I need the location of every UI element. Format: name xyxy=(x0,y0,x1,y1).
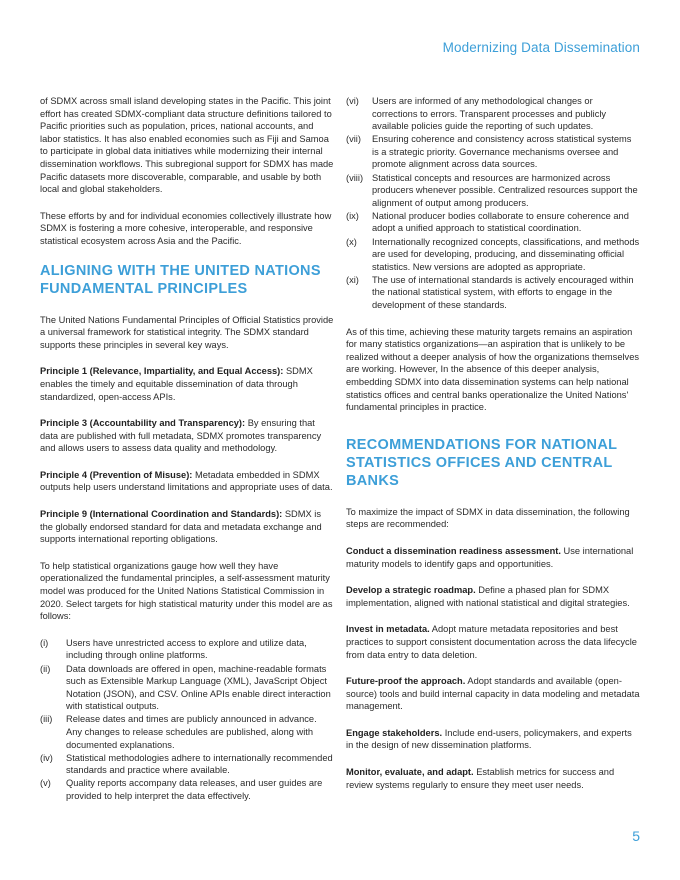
principle-1 xyxy=(40,365,334,403)
recommendation-text: Use international maturity models to identify gaps and opportunities. xyxy=(346,545,634,569)
list-item xyxy=(346,95,640,133)
principle-title: Principle 9 (International Coordination and Standards): xyxy=(40,509,283,520)
list-item xyxy=(40,713,334,751)
list-item-number: (xi) xyxy=(346,274,359,285)
maturity-intro: To help statistical organizations gauge how well they have operationalized the fundamental principles, a self-assessment maturity model was produced for the United Nations Statistical Commission in 2020. Select targets for high statistical maturity under this model are as follows: xyxy=(40,560,333,622)
list-item-text: The use of international standards is actively encouraged within the national statistical system, with efforts to engage in the development of these standards. xyxy=(372,274,634,310)
principle-title: Principle 3 (Accountability and Transparency): xyxy=(40,418,246,429)
recommendation xyxy=(346,545,640,570)
list-item-text: Statistical methodologies adhere to internationally recommended standards and practice where available. xyxy=(66,752,333,776)
page-number: 5 xyxy=(632,828,640,844)
list-item-number: (ix) xyxy=(346,210,359,221)
section-heading-recommendations: RECOMMENDATIONS FOR NATIONAL STATISTICS OFFICES AND CENTRAL BANKS xyxy=(346,436,617,489)
list-item-number: (i) xyxy=(40,637,49,648)
list-item xyxy=(40,637,334,662)
maturity-targets-list-part-1 xyxy=(40,637,334,803)
list-item-text: National producer bodies collaborate to ensure coherence and adopt a unified approach to statistical coordination. xyxy=(372,210,629,234)
list-item-number: (viii) xyxy=(346,172,364,183)
recommendation-text: Adopt mature metadata repositories and best practices to support consistent documentation across the data lifecycle from data entry to data deletion. xyxy=(346,624,637,660)
list-item-text: Data downloads are offered in open, machine-readable formats such as Extensible Markup Language (XML), JavaScript Object Notation (JSON), and CSV. Online APIs enable direct interaction with statistical outputs. xyxy=(66,663,331,712)
principle-text: SDMX is the globally endorsed standard for data and metadata exchange and supports international reporting obligations. xyxy=(40,509,322,545)
list-item-text: Quality reports accompany data releases, and user guides are provided to help interpret the data effectively. xyxy=(66,778,323,801)
intro-paragraph-2: These efforts by and for individual economies collectively illustrate how SDMX is fostering a more cohesive, interoperable, and responsive statistical ecosystem across Asia and the Pacific. xyxy=(40,210,332,246)
recommendation xyxy=(346,766,640,791)
list-item-text: Internationally recognized concepts, classifications, and methods are used for developing, producing, and disseminating official statistics. New versions are adopted as appropriate. xyxy=(372,236,640,272)
recommendations-intro: To maximize the impact of SDMX in data dissemination, the following steps are recommended: xyxy=(346,506,630,530)
recommendation xyxy=(346,675,640,713)
list-item-number: (ii) xyxy=(40,663,51,674)
list-item xyxy=(346,274,640,312)
principle-3 xyxy=(40,417,334,455)
principle-title: Principle 4 (Prevention of Misuse): xyxy=(40,469,193,480)
intro-paragraph-1: of SDMX across small island developing states in the Pacific. This joint effort has created SDMX-compliant data structure definitions tailored to Pacific priorities such as population, prices, national accounts, and labor statistics. It has also enabled economies such as Fiji and Samoa to participate in global data initiatives while modernizing their internal dissemination workflows. This subregional support for SDMX has made Pacific datasets more discoverable, comparable, and usable by both local and global stakeholders. xyxy=(40,96,334,195)
list-item xyxy=(40,752,334,777)
list-item-text: Users are informed of any methodological changes or corrections to errors. Transparent processes and publicly available policies guide the reporting of such updates. xyxy=(372,96,607,132)
recommendation-text: Adopt standards and available (open-source) tools and build internal capacity in data modeling and metadata management. xyxy=(346,676,640,712)
maturity-targets-list-part-2 xyxy=(346,95,640,312)
list-item-number: (iv) xyxy=(40,752,53,763)
list-item-text: Release dates and times are publicly announced in advance. Any changes to release schedules are published, along with documented explanations. xyxy=(66,714,317,750)
recommendation-title: Conduct a dissemination readiness assessment. xyxy=(346,545,561,556)
list-item xyxy=(346,133,640,171)
principle-title: Principle 1 (Relevance, Impartiality, and Equal Access): xyxy=(40,366,284,377)
recommendation xyxy=(346,623,640,661)
list-item-number: (x) xyxy=(346,236,357,247)
list-item-text: Statistical concepts and resources are harmonized across producers whenever possible. Centralized resources support the alignment of output among producers. xyxy=(372,172,638,208)
list-item-text: Ensuring coherence and consistency across statistical systems is a strategic priority. Governance mechanisms oversee and promote alignment across data sources. xyxy=(372,134,632,170)
recommendation-title: Engage stakeholders. xyxy=(346,727,443,738)
left-column xyxy=(40,95,334,803)
principle-9 xyxy=(40,508,334,546)
list-item-number: (v) xyxy=(40,778,51,789)
recommendation-title: Develop a strategic roadmap. xyxy=(346,585,476,596)
recommendation xyxy=(346,584,640,609)
section-heading-un-principles: ALIGNING WITH THE UNITED NATIONS FUNDAMENTAL PRINCIPLES xyxy=(40,262,321,297)
recommendation-text: Include end-users, policymakers, and experts in the design of new dissemination platforms. xyxy=(346,727,632,751)
list-item xyxy=(346,210,640,235)
list-item xyxy=(346,236,640,274)
list-item-text: Users have unrestricted access to explore and utilize data, including through online platforms. xyxy=(66,637,307,661)
principle-text: By ensuring that data are published with full metadata, SDMX promotes transparency and allows users to assess data quality and methodology. xyxy=(40,418,322,454)
recommendation-title: Future-proof the approach. xyxy=(346,676,466,687)
recommendation-title: Monitor, evaluate, and adapt. xyxy=(346,767,474,778)
principle-4 xyxy=(40,469,334,494)
list-item xyxy=(40,663,334,713)
principle-text: Metadata embedded in SDMX outputs help users understand limitations and appropriate uses of data. xyxy=(40,469,333,493)
list-item xyxy=(40,777,334,802)
running-header: Modernizing Data Dissemination xyxy=(442,40,640,55)
list-item-number: (iii) xyxy=(40,714,53,725)
recommendation-text: Establish metrics for success and review systems regularly to ensure they meet user needs. xyxy=(346,767,615,790)
recommendation-text: Define a phased plan for SDMX implementation, aligned with national statistical and digital strategies. xyxy=(346,585,630,608)
maturity-outro: As of this time, achieving these maturity targets remains an aspiration for many statistics organizations—an aspiration that is unlikely to be realized without a deeper analysis of how the organizations themselves are working. However, In the absence of this deeper analysis, embedding SDMX into data dissemination systems can help national statistics offices and central banks operationalize the United Nations' fundamental principles in practice. xyxy=(346,326,640,413)
recommendation xyxy=(346,727,640,752)
list-item xyxy=(346,172,640,210)
list-item-number: (vii) xyxy=(346,134,361,145)
recommendation-title: Invest in metadata. xyxy=(346,624,430,635)
right-column xyxy=(346,95,640,805)
list-item-number: (vi) xyxy=(346,96,359,106)
principle-text: SDMX enables the timely and equitable dissemination of data through standardized, open-access APIs. xyxy=(40,366,313,402)
principles-intro: The United Nations Fundamental Principles of Official Statistics provide a universal framework for statistical integrity. The SDMX standard supports these principles in several key ways. xyxy=(40,314,334,350)
